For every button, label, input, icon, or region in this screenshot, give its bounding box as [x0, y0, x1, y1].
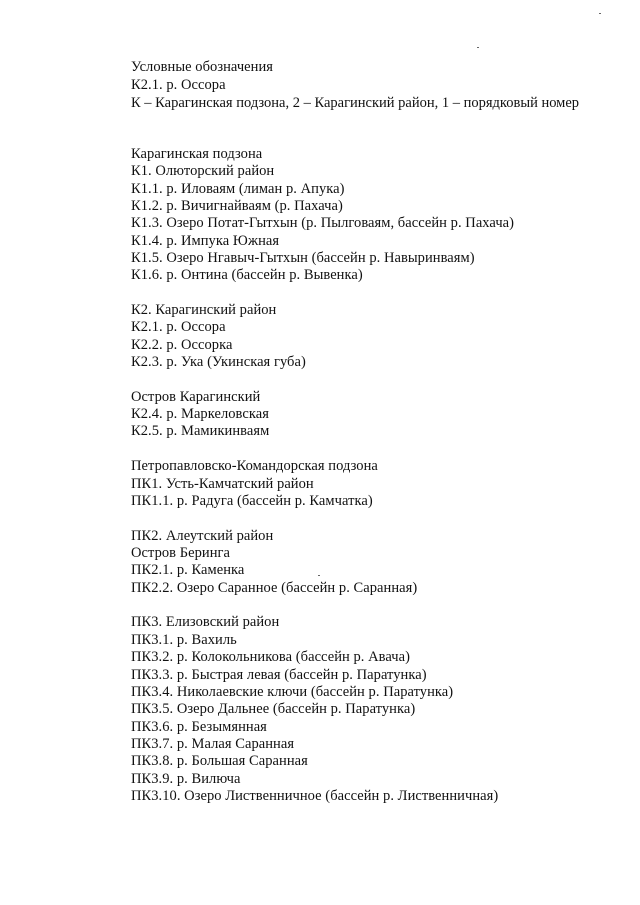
list-item: ПК3.8. р. Большая Саранная [131, 753, 308, 769]
legend-example: К2.1. р. Оссора [131, 77, 226, 93]
list-item: К1.6. р. Онтина (бассейн р. Вывенка) [131, 267, 363, 283]
district-heading-aleutsky: ПК2. Алеутский район [131, 528, 274, 544]
list-item: ПК3.10. Озеро Лиственничное (бассейн р. Лиственничная) [131, 788, 499, 804]
list-item: К2.1. р. Оссора [131, 319, 226, 335]
subzone-heading-karaginskaya: Карагинская подзона [131, 146, 263, 162]
district-heading-karaginsky: К2. Карагинский район [131, 302, 277, 318]
list-item: ПК3.1. р. Вахиль [131, 632, 237, 648]
list-item: К2.3. р. Ука (Укинская губа) [131, 354, 306, 370]
scan-speck [599, 13, 601, 14]
list-item: ПК2.2. Озеро Саранное (бассейн р. Саранная) [131, 580, 418, 596]
scan-speck [318, 575, 320, 576]
list-item: К1.4. р. Импука Южная [131, 233, 280, 249]
district-heading-ust-kamchatsky: ПК1. Усть-Камчатский район [131, 476, 314, 492]
scan-speck [477, 47, 479, 48]
list-item: ПК3.9. р. Вилюча [131, 771, 241, 787]
list-item: ПК3.3. р. Быстрая левая (бассейн р. Паратунка) [131, 667, 427, 683]
island-heading-bering: Остров Беринга [131, 545, 231, 561]
list-item: ПК3.4. Николаевские ключи (бассейн р. Паратунка) [131, 684, 454, 700]
list-item: ПК3.2. р. Колокольникова (бассейн р. Авача) [131, 649, 410, 665]
list-item: ПК3.5. Озеро Дальнее (бассейн р. Паратунка) [131, 701, 416, 717]
list-item: К2.5. р. Мамикинваям [131, 423, 270, 439]
list-item: К2.4. р. Маркеловская [131, 406, 269, 422]
list-item: ПК3.7. р. Малая Саранная [131, 736, 295, 752]
list-item: К1.1. р. Иловаям (лиман р. Апука) [131, 181, 345, 197]
list-item: К1.3. Озеро Потат-Гытхын (р. Пылговаям, бассейн р. Пахача) [131, 215, 515, 231]
legend-title: Условные обозначения [131, 59, 273, 75]
legend-explanation: К – Карагинская подзона, 2 – Карагинский район, 1 – порядковый номер [131, 95, 580, 111]
list-item: К2.2. р. Оссорка [131, 337, 233, 353]
island-heading-karaginsky: Остров Карагинский [131, 389, 261, 405]
district-heading-elizovsky: ПК3. Елизовский район [131, 614, 280, 630]
list-item: ПК3.6. р. Безымянная [131, 719, 267, 735]
list-item: К1.5. Озеро Нгавыч-Гытхын (бассейн р. Навыринваям) [131, 250, 475, 266]
list-item: ПК1.1. р. Радуга (бассейн р. Камчатка) [131, 493, 373, 509]
list-item: ПК2.1. р. Каменка [131, 562, 245, 578]
subzone-heading-petropavlovsk-komandorskaya: Петропавловско-Командорская подзона [131, 458, 378, 474]
district-heading-olyutorsky: К1. Олюторский район [131, 163, 275, 179]
list-item: К1.2. р. Вичигнайваям (р. Пахача) [131, 198, 343, 214]
